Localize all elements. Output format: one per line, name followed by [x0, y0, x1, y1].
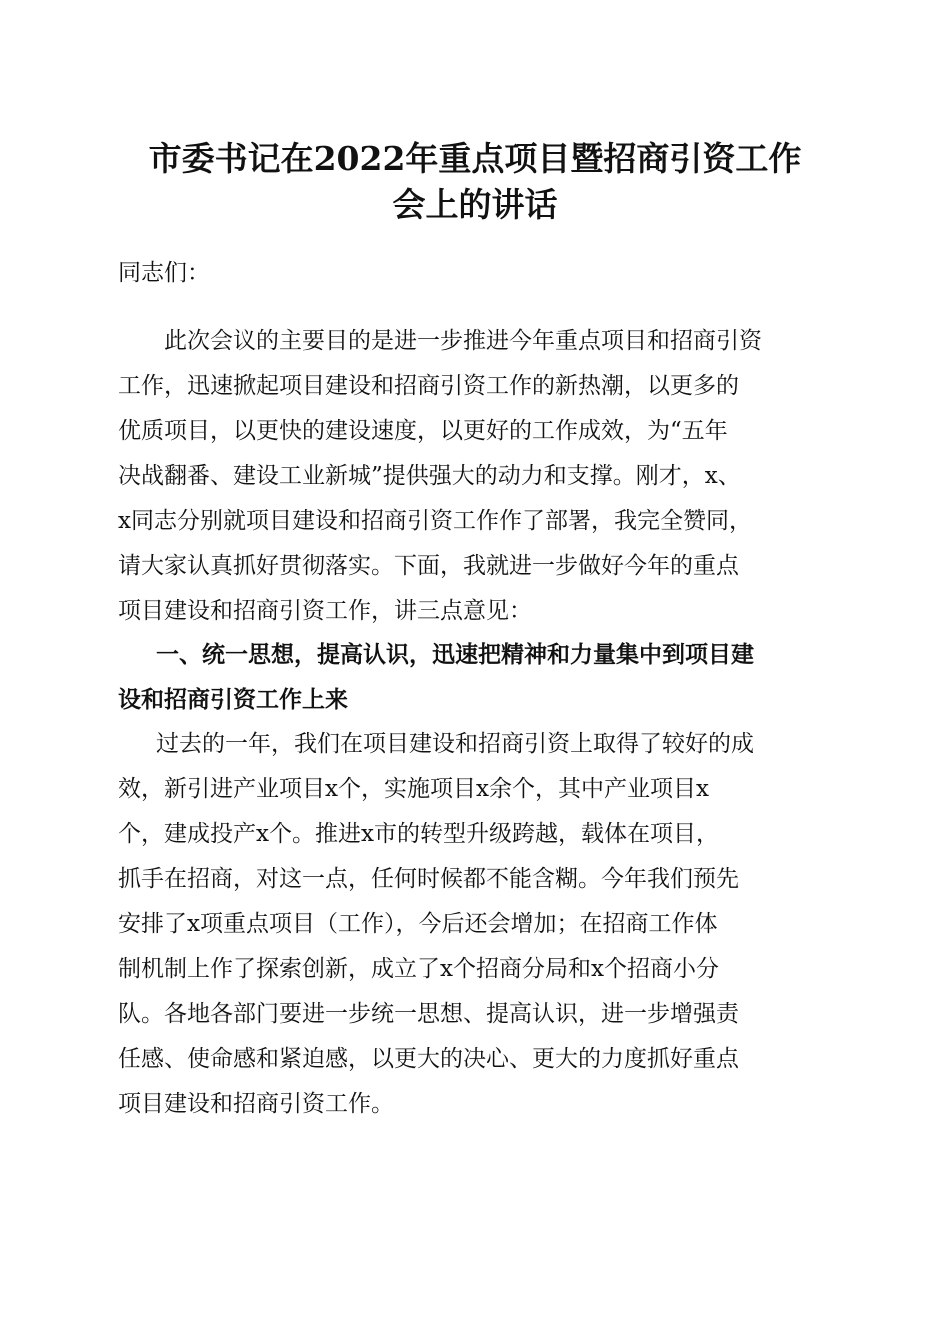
paragraph-line: 项目建设和招商引资工作。	[118, 1091, 394, 1117]
paragraph-line: 效，新引进产业项目x个，实施项目x余个，其中产业项目x	[118, 776, 709, 802]
document-title	[118, 136, 832, 228]
paragraph-line: 抓手在招商，对这一点，任何时候都不能含糊。今年我们预先	[118, 866, 739, 892]
heading-line: 一、统一思想，提高认识，迅速把精神和力量集中到项目建	[156, 642, 754, 668]
paragraph-line: 项目建设和招商引资工作，讲三点意见：	[118, 598, 532, 624]
paragraph-line: 个，建成投产x个。推进x市的转型升级跨越，载体在项目，	[118, 821, 719, 847]
section-heading-1	[118, 633, 822, 723]
paragraph-line: 请大家认真抓好贯彻落实。下面，我就进一步做好今年的重点	[118, 553, 739, 579]
paragraph-section-1	[118, 722, 822, 1127]
paragraph-line: 任感、使命感和紧迫感，以更大的决心、更大的力度抓好重点	[118, 1046, 739, 1072]
paragraph-line: 安排了x项重点项目（工作），今后还会增加；在招商工作体	[118, 911, 718, 937]
title-line-2: 会上的讲话	[392, 185, 558, 224]
paragraph-line: 优质项目，以更快的建设速度，以更好的工作成效，为“五年	[118, 418, 728, 444]
paragraph-line: 工作，迅速掀起项目建设和招商引资工作的新热潮，以更多的	[118, 373, 739, 399]
heading-line: 设和招商引资工作上来	[118, 687, 348, 713]
title-line-1: 市委书记在2022年重点项目暨招商引资工作	[148, 139, 802, 178]
paragraph-line: x同志分别就项目建设和招商引资工作作了部署，我完全赞同，	[118, 508, 752, 534]
paragraph-line: 决战翻番、建设工业新城”提供强大的动力和支撑。刚才，x、	[118, 463, 741, 489]
salutation: 同志们：	[118, 260, 210, 286]
paragraph-line: 队。各地各部门要进一步统一思想、提高认识，进一步增强责	[118, 1001, 739, 1027]
paragraph-line: 过去的一年，我们在项目建设和招商引资上取得了较好的成	[156, 731, 754, 757]
paragraph-line: 制机制上作了探索创新，成立了x个招商分局和x个招商小分	[118, 956, 719, 982]
paragraph-intro	[118, 319, 822, 634]
paragraph-line: 此次会议的主要目的是进一步推进今年重点项目和招商引资	[164, 328, 762, 354]
